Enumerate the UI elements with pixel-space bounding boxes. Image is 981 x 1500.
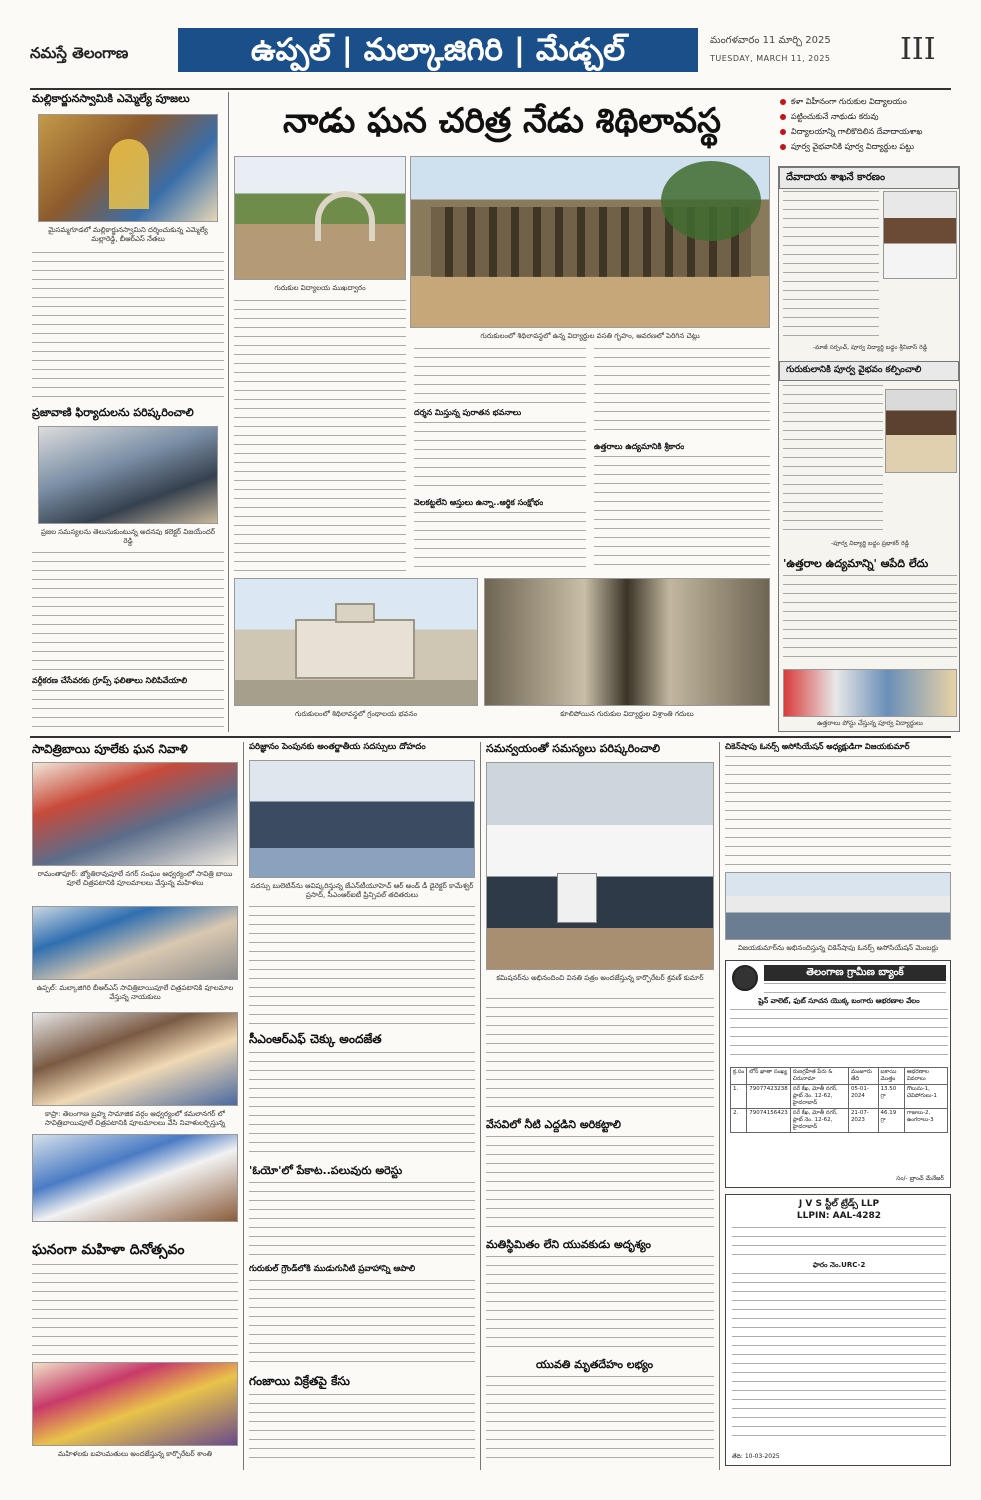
story2-body [32,552,224,672]
caption-posting-letters: ఉత్తరాలు పోస్టు చేస్తున్న పూర్వ విద్యార్థులు [817,719,923,727]
bullet-item: పూర్వ వైభవానికి పూర్వ విద్యార్థుల పట్టు [780,139,960,154]
bullet-item: విద్యాలయాన్ని గాలికొదిలిన దేవాదాయశాఖ [780,124,960,139]
caption-entrance: గురుకుల విద్యాలయ ముఖద్వారం [274,284,366,292]
headline-mallikarjuna: మల్లికార్జునస్వామికి ఎమ్మెల్యే పూజలు [32,92,190,105]
table-header-cell: బకాయి మొత్తం [878,1068,904,1085]
masthead [20,28,961,86]
bank-table-wrap [730,1067,948,1133]
photo-prabhakar-reddy [885,389,957,473]
conference-body [249,906,475,1024]
oyo-body [249,1182,475,1258]
headline-water-scarcity: వేసవిలో నీటి ఎద్దడిని అరికట్టాలి [486,1118,621,1131]
photo-prajavani [38,426,218,524]
story1-body [32,252,224,402]
photo-savitribai-4 [32,1134,238,1222]
main-story-body-col2b [414,422,586,494]
table-cell: సరే కేఖ, మోతీ నగర్, ప్లాట్ నెం. 12-62, హైదరాబాద్ [790,1109,848,1133]
table-header-cell: మంజూరు తేది [848,1068,878,1085]
photo-commissioner [486,762,714,970]
missing-body [486,1256,714,1352]
bullet-item: కళా విహీనంగా గురుకుల విద్యాలయం [780,94,960,109]
headline-gurukul-ground: గురుకుల్ గ్రౌండ్‌లోకి ముడుగునీటి ప్రవాహాన్ని ఆపాలి [249,1264,416,1274]
jvs-body [732,1273,946,1441]
date-english: TUESDAY, MARCH 11, 2025 [710,54,831,63]
photo-posting-letters [783,669,957,717]
photo-savitribai-1 [32,762,238,866]
bank-auction-table [730,1067,948,1133]
headline-oyo-arrest: 'ఓయో'లో పేకాట..పలువురు అరెస్టు [249,1164,403,1177]
caption-savitribai-1: రామంతాపూర్: జ్యోతిరావుపూలే నగర్ సంఘం ఆధ్వర్యంలో సావిత్రి బాయి పూలే చిత్రపటానికి పూలమాలలు వేస్తున్న మహిళలు [37,870,233,887]
main-story-body-col2c [414,512,586,572]
bullet-item: పట్టించుకునే నాథుడు కరువు [780,109,960,124]
quote-prabhakar-reddy: -పూర్వ విద్యార్థి బద్ధం ప్రభాకర్ రెడ్డి [831,540,909,547]
quote-srinivas-reddy: -మాజీ సర్పంచ్, పూర్వ విద్యార్థి బద్ధం శ్రీనివాస్ రెడ్డి [812,344,928,351]
headline-chicken-association: చికెన్‌షాపు ఓనర్స్ అసోసియేషన్ అధ్యక్షుడిగా విజయకుమార్ [725,742,910,751]
bank-logo [732,965,758,991]
main-story [232,92,772,732]
coordination-body [486,998,714,1112]
subhead-letters: ఉత్తరాలు ఉద్యమానికి శ్రీకారం [594,442,685,451]
lower-middle-column [249,742,475,1470]
jvs-form-number: ఫారం నెం.URC-2 [812,1261,866,1269]
headline-womens-day: ఘనంగా మహిళా దినోత్సవం [32,1242,185,1258]
caption-prajavani: ప్రజల సమస్యలను తెలుసుకుంటున్న అదనపు కలెక్టర్ విజయేందర్ రెడ్డి [40,528,216,545]
water-body [486,1136,714,1232]
body-found-text [486,1376,714,1462]
headline-body-found: యువతి మృతదేహం లభ్యం [536,1358,654,1371]
cmrf-body [249,1052,475,1158]
table-cell: 79074156423 [747,1109,791,1133]
ganja-body [249,1394,475,1464]
sidebar-title-letters: 'ఉత్తరాల ఉద్యమాన్ని' ఆపేది లేదు [783,557,929,570]
bank-signature: సం/- బ్రాంచ్ మేనేజర్ [896,1175,944,1182]
table-header-cell: రుణగ్రహీత పేరు & చిరునామా [790,1068,848,1085]
table-cell: 21-07-2023 [848,1109,878,1133]
photo-collapsed-rooms [484,578,770,706]
table-cell: గాజులు-2, ఉంగరాలు-3 [904,1109,947,1133]
table-cell: 1. [731,1085,747,1109]
sidebar-title-endowments: దేవాదాయ శాఖనే కారణం [779,167,959,189]
bank-name-bar [764,965,946,981]
left-column [32,92,224,732]
main-story-body-col2 [414,348,586,404]
caption-savitribai-2: ఉప్పల్: మల్కాజిగిరి బీఆర్ఎస్ సావిత్రిబాయిపూలే చిత్రపటానికి పూలమాల వేస్తున్న నాయకులు [36,984,234,1001]
headline-savitribai: సావిత్రిబాయి పూలేకు ఘన నివాళి [32,742,188,756]
photo-conference [249,760,475,878]
bank-notice-heading: షైన్ వాలెట్, ఫుట్ సూచన యొక్క బంగారు ఆభరణాల వేలం [758,997,920,1005]
table-row [731,1085,948,1109]
table-header-cell: క్ర.సం [731,1068,747,1085]
jvs-llpin: LLPIN: AAL-4282 [796,1211,882,1221]
table-cell: 79077423238 [747,1085,791,1109]
table-row [731,1109,948,1133]
right-sidebar [778,166,960,732]
headline-coordination: సమన్వయంతో సమస్యలు పరిష్కరించాలి [486,742,661,755]
jvs-address [732,1227,946,1257]
main-story-bullets [780,94,960,164]
sidebar-title-restore: గురుకులానికి పూర్వ వైభవం కల్పించాలి [779,361,959,381]
jvs-date: తేది: 10-03-2025 [732,1453,780,1460]
bank-notice [725,960,951,1188]
photo-womens-day [32,1362,238,1446]
table-cell: 13.50 గ్రా [878,1085,904,1109]
caption-conference: సదస్సు బులెటిన్‌ను ఆవిష్కరిస్తున్న జేఎన్‌టీయూహెచ్ ఆర్ అండ్ డీ డైరెక్టర్ కామేశ్వర్ ప్రసాద్, సీఎంఆర్ఐటీ ప్రిన్సిపల్ తదితరులు [250,882,474,899]
caption-commissioner: కమిషనర్‌ను అభినందించి వినతి పత్రం అందజేస్తున్న కార్పొరేటర్ శ్రవణ్ కుమార్ [496,974,704,982]
photo-library-building [234,578,478,706]
main-story-body-col3 [594,348,770,438]
headline-conferences: పరిజ్ఞానం పెంపునకు అంతర్జాతీయ సదస్సులు దోహదం [249,742,426,752]
table-cell: 2. [731,1109,747,1133]
chicken-body [725,756,951,868]
headline-group-results: వర్గీకరణ చేసేవరకు గ్రూప్స్ ఫలితాలు నిలిపివేయాలి [32,676,188,685]
brand-name: నమస్తే తెలంగాణ [30,44,129,62]
main-headline: నాడు ఘన చరిత్ర నేడు శిథిలావస్థ [283,101,721,141]
headline-ganja-case: గంజాయి విక్రేతపై కేసు [249,1374,350,1388]
jvs-title: J V S స్టీల్ ట్రేడ్స్ LLP [798,1199,880,1209]
headline-prajavani: ప్రజావాణి ఫిర్యాదులను పరిష్కరించాలి [32,406,194,419]
womens-day-body [32,1264,238,1358]
story3-body [32,690,224,730]
lower-center-column [486,742,714,1470]
headline-missing-youth: మతిస్థిమితం లేని యువకుడు అదృశ్యం [486,1238,651,1251]
date-telugu: మంగళవారం 11 మార్చి 2025 [710,35,831,46]
ground-body [249,1280,475,1366]
caption-temple-visit: మైసమ్మగూడలో మల్లికార్జునస్వామిని దర్శించుకున్న ఎమ్మెల్యే మల్లారెడ్డి, బీఆర్ఎస్ నేతలు [48,226,208,243]
caption-library: గురుకులంలో శిథిలావస్థలో గ్రంథాలయ భవనం [294,710,418,718]
subhead-assets-crisis: వెలకట్టలేని ఆస్తులు ఉన్నా..ఆర్థిక సంక్షోభం [414,498,544,507]
table-header-row [731,1068,948,1085]
photo-ruined-hostel [410,156,770,328]
caption-hostel: గురుకులంలో శిథిలావస్థలో ఉన్న విద్యార్థుల వసతి గృహం, ఆవరణలో పెరిగిన చెట్లు [480,332,700,340]
photo-chicken-association [725,872,951,940]
caption-savitribai-3: కాప్రా: తెలంగాణ బ్రహ్మ సామాజిక వర్గం ఆధ్వర్యంలో కమలానగర్ లో సావిత్రిబాయిపూలే చిత్రపటానికి పూలమాలలు వేసి నివాళులర్పిస్తున్న [44,1110,226,1127]
subhead-old-buildings: దర్శన మిస్తున్న పురాతన భవనాలు [414,408,522,417]
caption-rooms: కూలిపోయిన గురుకుల విద్యార్థుల విశ్రాంతి గదులు [560,710,694,718]
lower-right-column [725,742,951,1470]
main-story-body-col3b [594,456,770,572]
caption-womens-day: మహిళలకు బహుమతులు అందజేస్తున్న కార్పొరేటర్ శాంతి [57,1450,213,1458]
table-cell: 46.19 గ్రా [878,1109,904,1133]
page-number: III [900,32,936,67]
table-cell: గొలుసు-1, చెవిపోగులు-1 [904,1085,947,1109]
photo-savitribai-2 [32,906,238,980]
sidebar-body2 [783,385,883,535]
bank-address [764,983,946,993]
photo-gurukul-entrance [234,156,406,280]
sidebar-body3 [783,575,957,665]
table-header-cell: లోన్ ఖాతా సంఖ్య [747,1068,791,1085]
table-cell: సరే కేఖ, మోతీ నగర్, ప్లాట్ నెం. 12-62, హైదరాబాద్ [790,1085,848,1109]
bank-name: తెలంగాణ గ్రామీణ బ్యాంక్ [806,967,904,978]
photo-srinivas-reddy [883,191,957,279]
section-title-banner [178,28,698,72]
table-header-cell: ఆభరణాల వివరాలు [904,1068,947,1085]
headline-cmrf-cheque: సీఎంఆర్ఎఫ్ చెక్కు అందజేత [249,1032,382,1046]
jvs-notice [725,1194,951,1466]
lower-left-column [32,742,238,1470]
photo-temple-visit [38,114,218,222]
bank-notice-body [730,1009,948,1063]
section-title: ఉప్పల్ | మల్కాజిగిరి | మేడ్చల్ [250,32,626,68]
table-cell: 05-01-2024 [848,1085,878,1109]
caption-chicken-association: విజయకుమార్‌ను అభినందిస్తున్న చికెన్‌షాపు ఓనర్స్ అసోసియేషన్ మెంబర్లు [737,944,939,952]
sidebar-body1 [783,191,879,339]
photo-savitribai-3 [32,1012,238,1106]
